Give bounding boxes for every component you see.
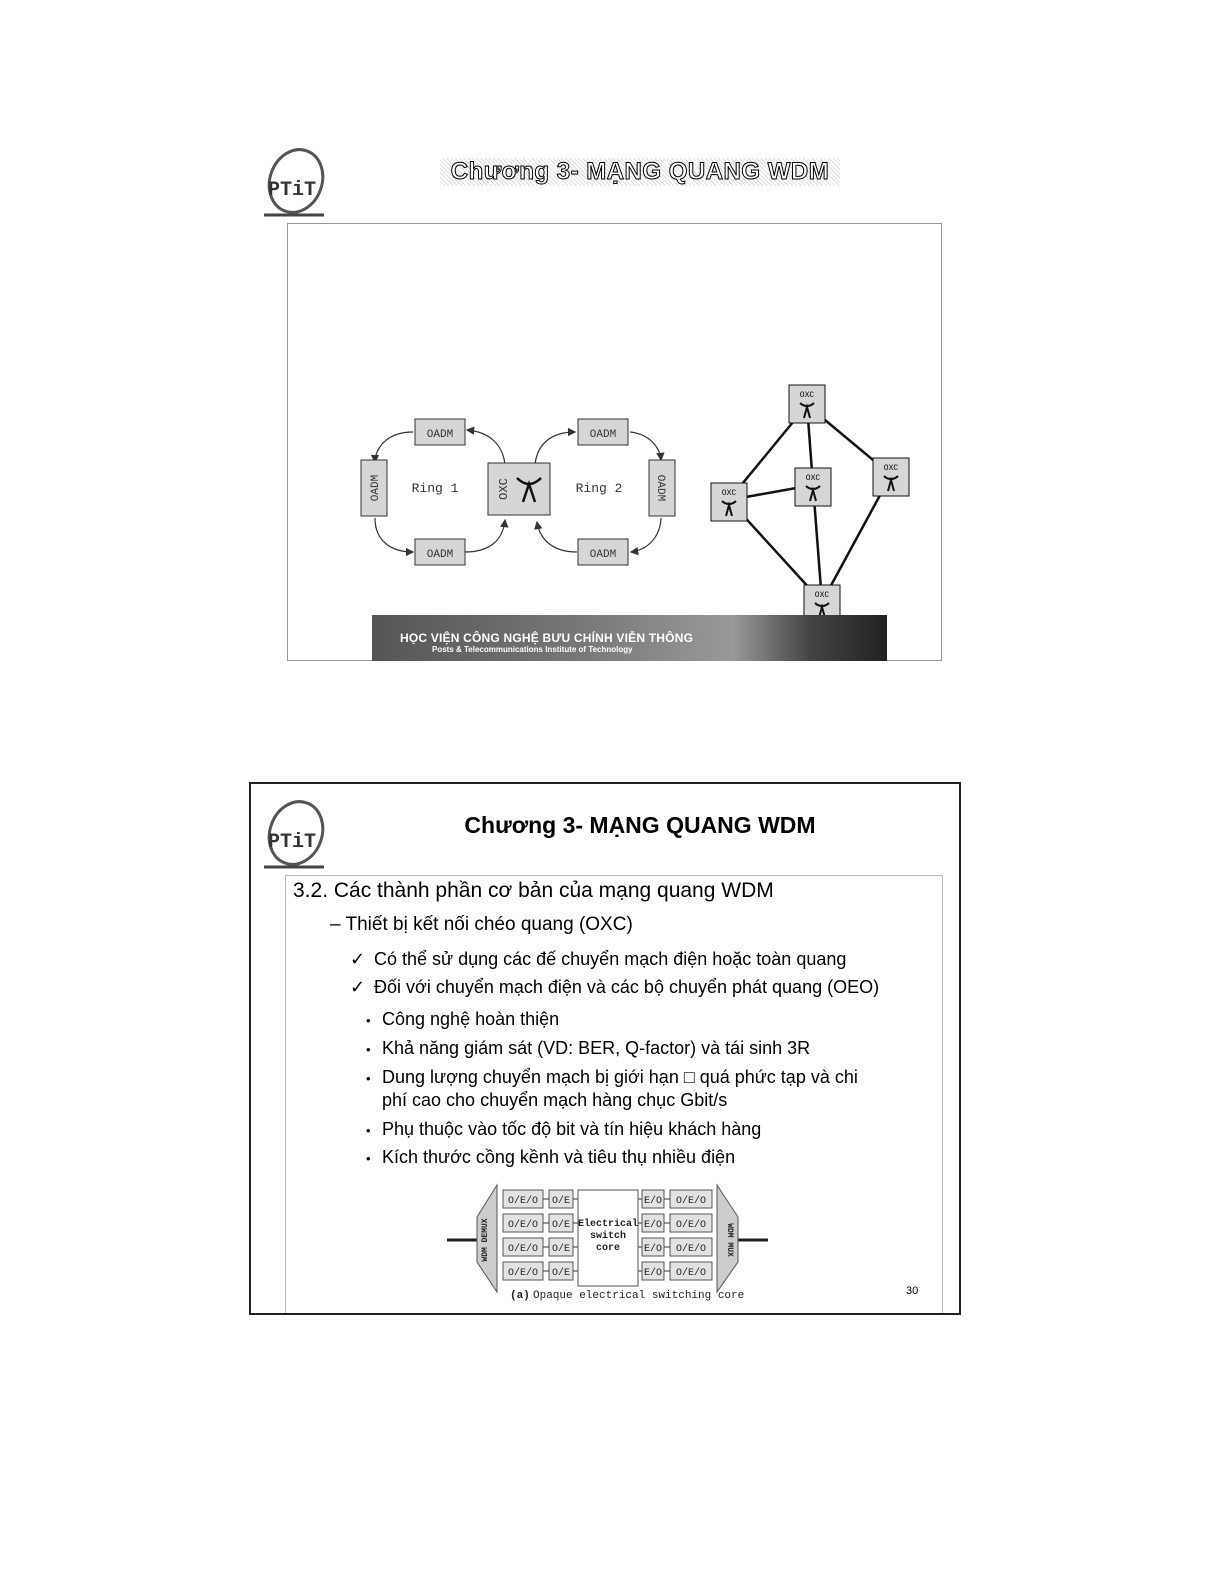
svg-text:OADM: OADM xyxy=(589,429,617,441)
demux-label: WDM DEMUX xyxy=(481,1218,490,1262)
svg-text:OADM: OADM xyxy=(589,549,617,561)
ptit-logo xyxy=(262,143,326,221)
transponder-label: O/E xyxy=(551,1268,571,1279)
transponder-label: O/E/O xyxy=(507,1196,539,1207)
bullet-item-continuation: phí cao cho chuyển mạch hàng chục Gbit/s xyxy=(382,1090,728,1110)
check-item: ✓ Có thể sử dụng các đế chuyển mạch điện hoặc toàn quang xyxy=(350,949,847,969)
transponder-label: O/E xyxy=(551,1244,571,1255)
mux-label: WDM MUX xyxy=(725,1223,734,1257)
figure-caption-tag: (a) xyxy=(510,1290,530,1302)
svg-text:OXC: OXC xyxy=(805,474,821,483)
transponder-label: O/E/O xyxy=(507,1244,539,1255)
oxc-node xyxy=(795,468,831,506)
svg-text:OXC: OXC xyxy=(721,489,737,498)
transponder-label: O/E xyxy=(551,1196,571,1207)
svg-text:OXC: OXC xyxy=(883,464,899,473)
mesh-network-diagram xyxy=(705,380,920,630)
bullet-item: • Phụ thuộc vào tốc độ bit và tín hiệu khách hàng xyxy=(366,1118,761,1142)
oxc-node xyxy=(711,483,747,521)
bullet-icon: • xyxy=(366,1013,371,1028)
bullet-item: • Kích thước cồng kềnh và tiêu thụ nhiều điện xyxy=(366,1146,735,1170)
transponder-label: O/E/O xyxy=(675,1220,707,1231)
oadm-node xyxy=(649,460,675,516)
opaque-switch-figure xyxy=(445,1182,770,1304)
bullet-item: • Công nghệ hoàn thiện xyxy=(366,1008,559,1032)
svg-text:OXC: OXC xyxy=(814,591,830,600)
bullet-icon: • xyxy=(366,1042,371,1057)
transponder-label: E/O xyxy=(643,1220,663,1231)
oxc-node xyxy=(488,463,550,515)
ring1-label: Ring 1 xyxy=(411,481,459,496)
transponder-label: O/E/O xyxy=(675,1244,707,1255)
svg-text:switch: switch xyxy=(589,1231,627,1242)
checkmark-icon: ✓ xyxy=(350,949,366,969)
svg-text:OADM: OADM xyxy=(654,474,666,502)
oadm-node xyxy=(415,419,465,445)
svg-text:OXC: OXC xyxy=(497,478,511,500)
transponder-label: O/E/O xyxy=(507,1220,539,1231)
slide2-title: Chương 3- MẠNG QUANG WDM xyxy=(464,812,816,838)
institute-banner xyxy=(372,615,887,661)
svg-text:PTiT: PTiT xyxy=(268,831,317,854)
banner-institute-subtitle: Posts & Telecommunications Institute of Technology xyxy=(432,645,633,654)
ring2-label: Ring 2 xyxy=(575,481,623,496)
ring-network-diagram xyxy=(355,410,685,575)
svg-text:OADM: OADM xyxy=(426,549,454,561)
svg-text:OADM: OADM xyxy=(426,429,454,441)
transponder-label: E/O xyxy=(643,1244,663,1255)
oxc-node xyxy=(789,385,825,423)
oxc-topic: – Thiết bị kết nối chéo quang (OXC) xyxy=(330,914,633,935)
transponder-label: O/E/O xyxy=(675,1268,707,1279)
svg-text:Electrical: Electrical xyxy=(577,1219,639,1230)
bullet-icon: • xyxy=(366,1151,371,1166)
transponder-label: E/O xyxy=(643,1196,663,1207)
oadm-node xyxy=(578,419,628,445)
svg-text:OADM: OADM xyxy=(370,474,382,502)
figure-caption: Opaque electrical switching core xyxy=(533,1290,745,1302)
oadm-node xyxy=(361,460,387,516)
bullet-item: • Khả năng giám sát (VD: BER, Q-factor) và tái sinh 3R xyxy=(366,1037,810,1061)
transponder-label: O/E/O xyxy=(507,1268,539,1279)
check-item: ✓ Đối với chuyển mạch điện và các bộ chuyển phát quang (OEO) xyxy=(350,977,880,997)
oxc-node xyxy=(873,458,909,496)
section-heading: 3.2. Các thành phần cơ bản của mạng quang WDM xyxy=(293,879,774,902)
svg-text:core: core xyxy=(595,1243,621,1254)
bullet-icon: • xyxy=(366,1123,371,1138)
page-number: 30 xyxy=(906,1285,919,1297)
checkmark-icon: ✓ xyxy=(350,977,366,997)
bullet-icon: • xyxy=(366,1071,371,1086)
bullet-item: • Dung lượng chuyển mạch bị giới hạn □ quá phức tạp và chi xyxy=(366,1066,858,1090)
ptit-logo xyxy=(262,795,326,873)
svg-text:PTiT: PTiT xyxy=(268,179,317,202)
banner-institute-name: HỌC VIỆN CÔNG NGHỆ BƯU CHÍNH VIỄN THÔNG xyxy=(400,631,694,645)
svg-text:OXC: OXC xyxy=(799,391,815,400)
transponder-label: O/E/O xyxy=(675,1196,707,1207)
slide1-title: Chương 3- MẠNG QUANG WDM xyxy=(440,158,840,186)
oadm-node xyxy=(578,539,628,565)
oadm-node xyxy=(415,539,465,565)
transponder-label: O/E xyxy=(551,1220,571,1231)
transponder-label: E/O xyxy=(643,1268,663,1279)
